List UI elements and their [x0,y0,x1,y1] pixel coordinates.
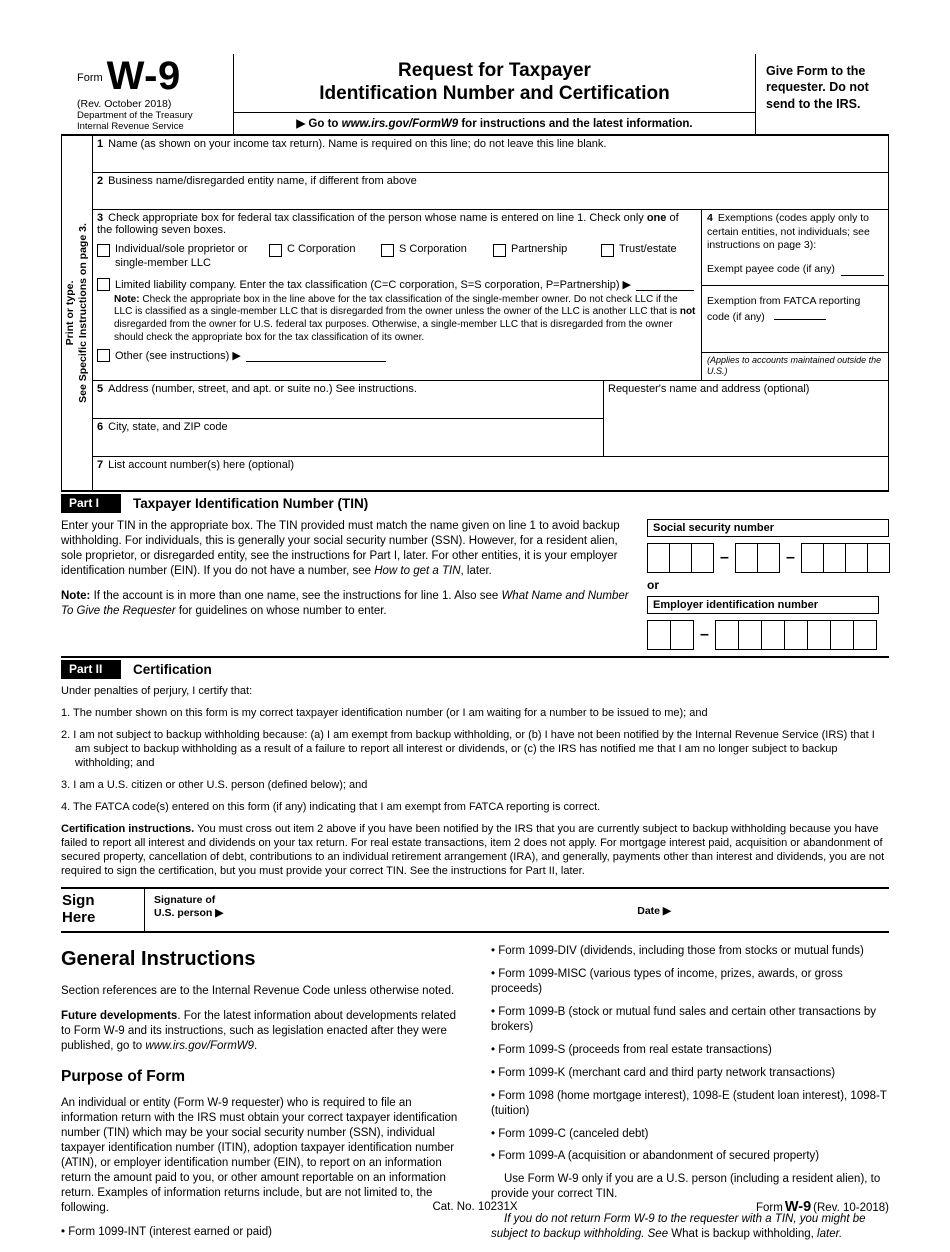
requester-label: Requester's name and address (optional) [608,383,810,396]
ssn-digit-cell[interactable] [735,543,758,573]
checkbox-trust-estate-label: Trust/estate [619,243,677,256]
catalog-number: Cat. No. 10231X [432,1201,518,1213]
part1-note-label: Note: [61,590,91,603]
certification-item-2: 2. I am not subject to backup withholding because: (a) I am exempt from backup withholding, or (b) I have not been notified by the Internal Revenue Service (IRS) that I am subject to backup withholding as a result of a failure to report all interest or dividends, or (c) the IRS has notified me that I am no longer subject to backup withholding; and [61,729,875,770]
section-references: Section references are to the Internal Revenue Code unless otherwise noted. [61,985,455,998]
line3-label-pre: Check appropriate box for federal tax classification of the person whose name is entered on line 1. Check only [108,212,647,225]
footer-form-revision: (Rev. 10-2018) [813,1202,889,1214]
department-line: Department of the Treasury [77,110,193,121]
ein-digit-cell[interactable] [738,620,762,650]
exempt-payee-label: Exempt payee code (if any) [707,262,835,275]
ssn-dash: – [720,549,729,567]
field-line4-exemptions [702,210,888,380]
certification-instructions [61,823,889,879]
print-or-type-label: Print or type. [63,281,76,346]
ssn-digit-cell[interactable] [801,543,824,573]
part1-instructions [61,519,647,650]
form-title [234,54,755,112]
line3-label-bold: one [646,212,667,225]
line1-label-text: Name (as shown on your income tax return). Name is required on this line; do not leave this line blank. [108,138,607,151]
form-fields-section [61,136,889,490]
line4-number: 4 [707,212,713,225]
form-word: Form [77,72,103,84]
irs-url-link[interactable]: www.irs.gov/FormW9 [341,118,459,131]
bullet-1099-a: • Form 1099-A (acquisition or abandonment of secured property) [491,1149,889,1164]
account-numbers-input[interactable] [93,473,888,491]
line5-number: 5 [97,383,104,396]
form-id-block [61,54,233,134]
see-instructions-label: See Specific Instructions on page 3. [77,223,89,404]
footer-form-number: W-9 [784,1199,812,1215]
ein-digit-cell[interactable] [853,620,877,650]
part1-body-italic: How to get a TIN [374,564,461,577]
bullet-1099-c: • Form 1099-C (canceled debt) [491,1127,889,1142]
title-block [233,54,756,134]
field-line3 [93,210,702,380]
line2-number: 2 [97,175,104,188]
form-footer-id [756,1199,889,1215]
certification-instructions-label: Certification instructions. [61,823,195,836]
future-developments-end: . [254,1039,258,1052]
city-state-zip-input[interactable] [93,435,603,457]
page-footer [61,1201,889,1213]
exempt-payee-code-input[interactable] [841,264,884,276]
ein-digit-cell[interactable] [715,620,739,650]
line7-number: 7 [97,459,104,472]
line3-label-post: of the following seven boxes. [97,212,679,237]
future-developments [61,1009,459,1054]
checkbox-s-corporation-box[interactable] [381,244,394,257]
print-or-type-strip [62,136,93,490]
certification-item-4: 4. The FATCA code(s) entered on this form (if any) indicating that I am exempt from FATCA reporting is correct. [61,801,601,814]
signature-label-line2: U.S. person ▶ [154,907,224,920]
signature-label-line1: Signature of [154,894,216,907]
form-title-line2: Identification Number and Certification [319,82,670,104]
form-revision: (Rev. October 2018) [77,98,172,110]
checkbox-partnership-box[interactable] [493,244,506,257]
checkbox-llc-row [97,277,696,291]
signature-label [145,889,223,931]
bullet-1098: • Form 1098 (home mortgage interest), 1098-E (student loan interest), 1098-T (tuition) [491,1089,889,1119]
part2-body [61,682,889,879]
use-form-text: Use Form W-9 only if you are a U.S. person (including a resident alien), to provide your correct TIN. [491,1173,881,1201]
llc-note-text2: disregarded from the owner for U.S. federal tax purposes. Otherwise, a single-member LLC that is disregarded from the owner should check the appropriate box for the tax classification of its owner. [114,318,673,343]
tin-boxes [647,519,889,650]
sign-here-label [61,889,145,931]
checkbox-individual[interactable] [97,243,269,269]
ssn-digit-cell[interactable] [691,543,714,573]
address-requester-row [93,381,888,457]
ein-dash: – [700,626,709,644]
part1-note-italic: What Name and Number To Give the Requester [61,590,629,617]
ein-label-box: Employer identification number [647,596,879,614]
line7-label-text: List account number(s) here (optional) [108,459,294,472]
exempt-payee-row [702,263,888,286]
arrow-right-icon: ▶ [296,118,306,131]
purpose-of-form-heading: Purpose of Form [61,1067,186,1085]
part1-note-post: for guidelines on whose number to enter. [175,605,387,617]
line4-title [707,212,884,251]
fatca-code-input[interactable] [774,308,826,320]
signature-input[interactable] [223,889,637,931]
line1-label [93,136,888,151]
ein-digit-cell[interactable] [784,620,808,650]
checkbox-llc-label: Limited liability company. Enter the tax classification (C=C corporation, S=S corporation, P=Partnership) ▶ [115,278,632,291]
ein-digit-cell[interactable] [761,620,785,650]
print-or-type-text [64,143,90,483]
return-form-mid: What is backup withholding, [671,1228,814,1241]
ssn-digit-cell[interactable] [757,543,780,573]
requester-box [604,381,888,456]
ssn-dash: – [785,549,795,567]
ssn-digit-cell[interactable] [823,543,846,573]
checkbox-trust-estate-box[interactable] [601,244,614,257]
checkbox-partnership[interactable] [493,243,601,269]
certification-item-1: 1. The number shown on this form is my correct taxpayer identification number (or I am waiting for a number to be issued to me); and [61,707,708,720]
llc-note-label: Note: [114,293,140,305]
line2-label [93,173,888,188]
give-form-notice: Give Form to the requester. Do not send to the IRS. [766,64,869,111]
ssn-digit-cell[interactable] [669,543,692,573]
bullet-1099-b: • Form 1099-B (stock or mutual fund sales and certain other transactions by brokers) [491,1005,889,1035]
return-form-end: later. [813,1228,843,1241]
bullet-1099-s: • Form 1099-S (proceeds from real estate transactions) [491,1043,889,1058]
part1-label: Part I [61,494,121,513]
checkbox-s-corporation-label: S Corporation [399,243,467,256]
date-label: Date ▶ [637,905,671,918]
part2-bar [61,656,889,682]
line3-label [97,212,696,236]
line4-title-text: Exemptions (codes apply only to certain entities, not individuals; see instructions on page 3): [707,212,870,251]
checkbox-individual-label: Individual/sole proprietor or single-member LLC [115,243,248,269]
goto-text-post: for instructions and the latest information. [458,118,693,131]
sign-here-section [61,887,889,933]
line5-label-text: Address (number, street, and apt. or suite no.) See instructions. [108,383,417,396]
requester-input[interactable] [608,395,884,445]
general-instructions-heading: General Instructions [61,948,256,971]
checkbox-c-corporation[interactable] [269,243,381,269]
llc-note-bold: not [679,306,696,318]
part1-body-post: , later. [460,564,492,577]
ssn-input[interactable] [647,543,889,573]
classification-exemptions-row [93,210,888,381]
line6-label [93,419,603,434]
ssn-digit-cell[interactable] [867,543,890,573]
or-label: or [647,578,659,593]
service-line: Internal Revenue Service [77,121,184,133]
checkbox-s-corporation[interactable] [381,243,493,269]
return-form-text [491,1212,889,1242]
sign-word: Sign [62,892,95,910]
other-input[interactable] [246,350,386,362]
return-form-pre: If you do not return Form W-9 to the requester with a TIN, you might be subject to backup withholding. See [491,1213,866,1241]
footer-form-word: Form [756,1202,783,1214]
checkbox-c-corporation-box[interactable] [269,244,282,257]
classification-checkbox-row [97,243,696,269]
checkbox-other-label: Other (see instructions) ▶ [115,350,241,363]
ein-input[interactable] [647,620,889,650]
certification-item-3: 3. I am a U.S. citizen or other U.S. person (defined below); and [61,779,368,792]
ssn-label-box: Social security number [647,519,889,537]
ein-digit-cell[interactable] [830,620,854,650]
line6-label-text: City, state, and ZIP code [108,421,228,434]
ein-digit-cell[interactable] [647,620,671,650]
name-input[interactable] [93,152,888,173]
checkbox-trust-estate[interactable] [601,243,677,269]
certification-intro: Under penalties of perjury, I certify that: [61,685,253,698]
part1-title: Taxpayer Identification Number (TIN) [133,496,369,512]
line2-label-text: Business name/disregarded entity name, if different from above [108,175,417,188]
part1-note-pre: If the account is in more than one name, see the instructions for line 1. Also see [90,590,502,603]
field-line5 [93,381,603,419]
part2-label: Part II [61,660,121,679]
address-input[interactable] [93,397,603,419]
llc-classification-input[interactable] [636,279,694,291]
checkbox-llc-box[interactable] [97,278,110,291]
bullet-1099-k: • Form 1099-K (merchant card and third party network transactions) [491,1066,889,1081]
field-line7 [93,457,888,490]
checkbox-individual-box[interactable] [97,244,110,257]
llc-note-text1: Check the appropriate box in the line above for the tax classification of the single-member owner. Do not check LLC if the LLC is classified as a single-member LLC that is disregarded from the owner unless the owner of the LLC is another LLC that is [114,293,680,318]
future-developments-label: Future developments [61,1010,178,1022]
checkbox-partnership-label: Partnership [511,243,568,256]
line6-number: 6 [97,421,104,434]
form-title-line1: Request for Taxpayer [398,60,591,81]
part2-title: Certification [133,662,212,678]
part1-paragraph [61,519,635,578]
ein-digit-cell[interactable] [807,620,831,650]
certification-instructions-text: You must cross out item 2 above if you have been notified by the IRS that you are currently subject to backup withholding because you have failed to report all interest and dividends on your tax return. For real estate transactions, item 2 does not apply. For mortgage interest paid, acquisition or abandonment of secured property, cancellation of debt, contributions to an individual retirement arrangement (IRA), and generally, payments other than interest and dividends, you are not required to sign the certification, but you must provide your correct TIN. See the instructions for Part II, later. [61,823,885,878]
line1-number: 1 [97,138,104,151]
bullet-1099-int: • Form 1099-INT (interest earned or paid) [61,1225,459,1240]
line3-number: 3 [97,212,104,225]
ssn-digit-cell[interactable] [647,543,670,573]
ssn-digit-cell[interactable] [845,543,868,573]
applies-note: (Applies to accounts maintained outside the U.S.) [702,352,888,381]
goto-instruction-line [234,112,755,134]
here-word: Here [62,909,96,927]
field-line1 [93,136,888,173]
field-line6 [93,419,603,456]
checkbox-other-box[interactable] [97,349,110,362]
part1-body-pre: Enter your TIN in the appropriate box. The TIN provided must match the name given on line 1 to avoid backup withholding. For individuals, this is generally your social security number (SSN). However, for a resident alien, sole proprietor, or disregarded entity, see the instructions for Part I, later. For other entities, it is your employer identification number (EIN). If you do not have a number, see [61,520,620,577]
part1-bar [61,490,889,516]
ein-digit-cell[interactable] [670,620,694,650]
form-number: W-9 [106,54,181,98]
line7-label [93,457,888,472]
part1-note [61,589,635,618]
business-name-input[interactable] [93,189,888,210]
llc-note [114,294,696,344]
line5-label [93,381,603,396]
future-developments-text: . For the latest information about developments related to Form W-9 and its instructions, such as legislation enacted after they were published, go to [61,1010,457,1052]
irs-url-link-2[interactable]: www.irs.gov/FormW9 [145,1039,255,1052]
date-input[interactable] [671,889,889,931]
checkbox-c-corporation-label: C Corporation [287,243,356,256]
checkbox-other-row [97,348,696,362]
form-header [61,54,889,136]
field-line2 [93,173,888,210]
bullet-1099-div: • Form 1099-DIV (dividends, including those from stocks or mutual funds) [491,944,889,959]
goto-text: Go to [308,118,342,131]
part1-body [61,516,889,656]
purpose-of-form-text: An individual or entity (Form W-9 requester) who is required to file an information return with the IRS must obtain your correct taxpayer identification number (TIN) which may be your social security number (SSN), individual taxpayer identification number (ITIN), adoption taxpayer identification number (ATIN), or employer identification number (EIN), to report on an information return the amount paid to you, or other amount reportable on an information return. Examples of information returns include, but are not limited to, the following. [61,1096,458,1214]
bullet-1099-misc: • Form 1099-MISC (various types of income, prizes, awards, or gross proceeds) [491,967,889,997]
fatca-label: Exemption from FATCA reporting code (if any) [707,294,861,324]
fatca-row [707,295,884,324]
